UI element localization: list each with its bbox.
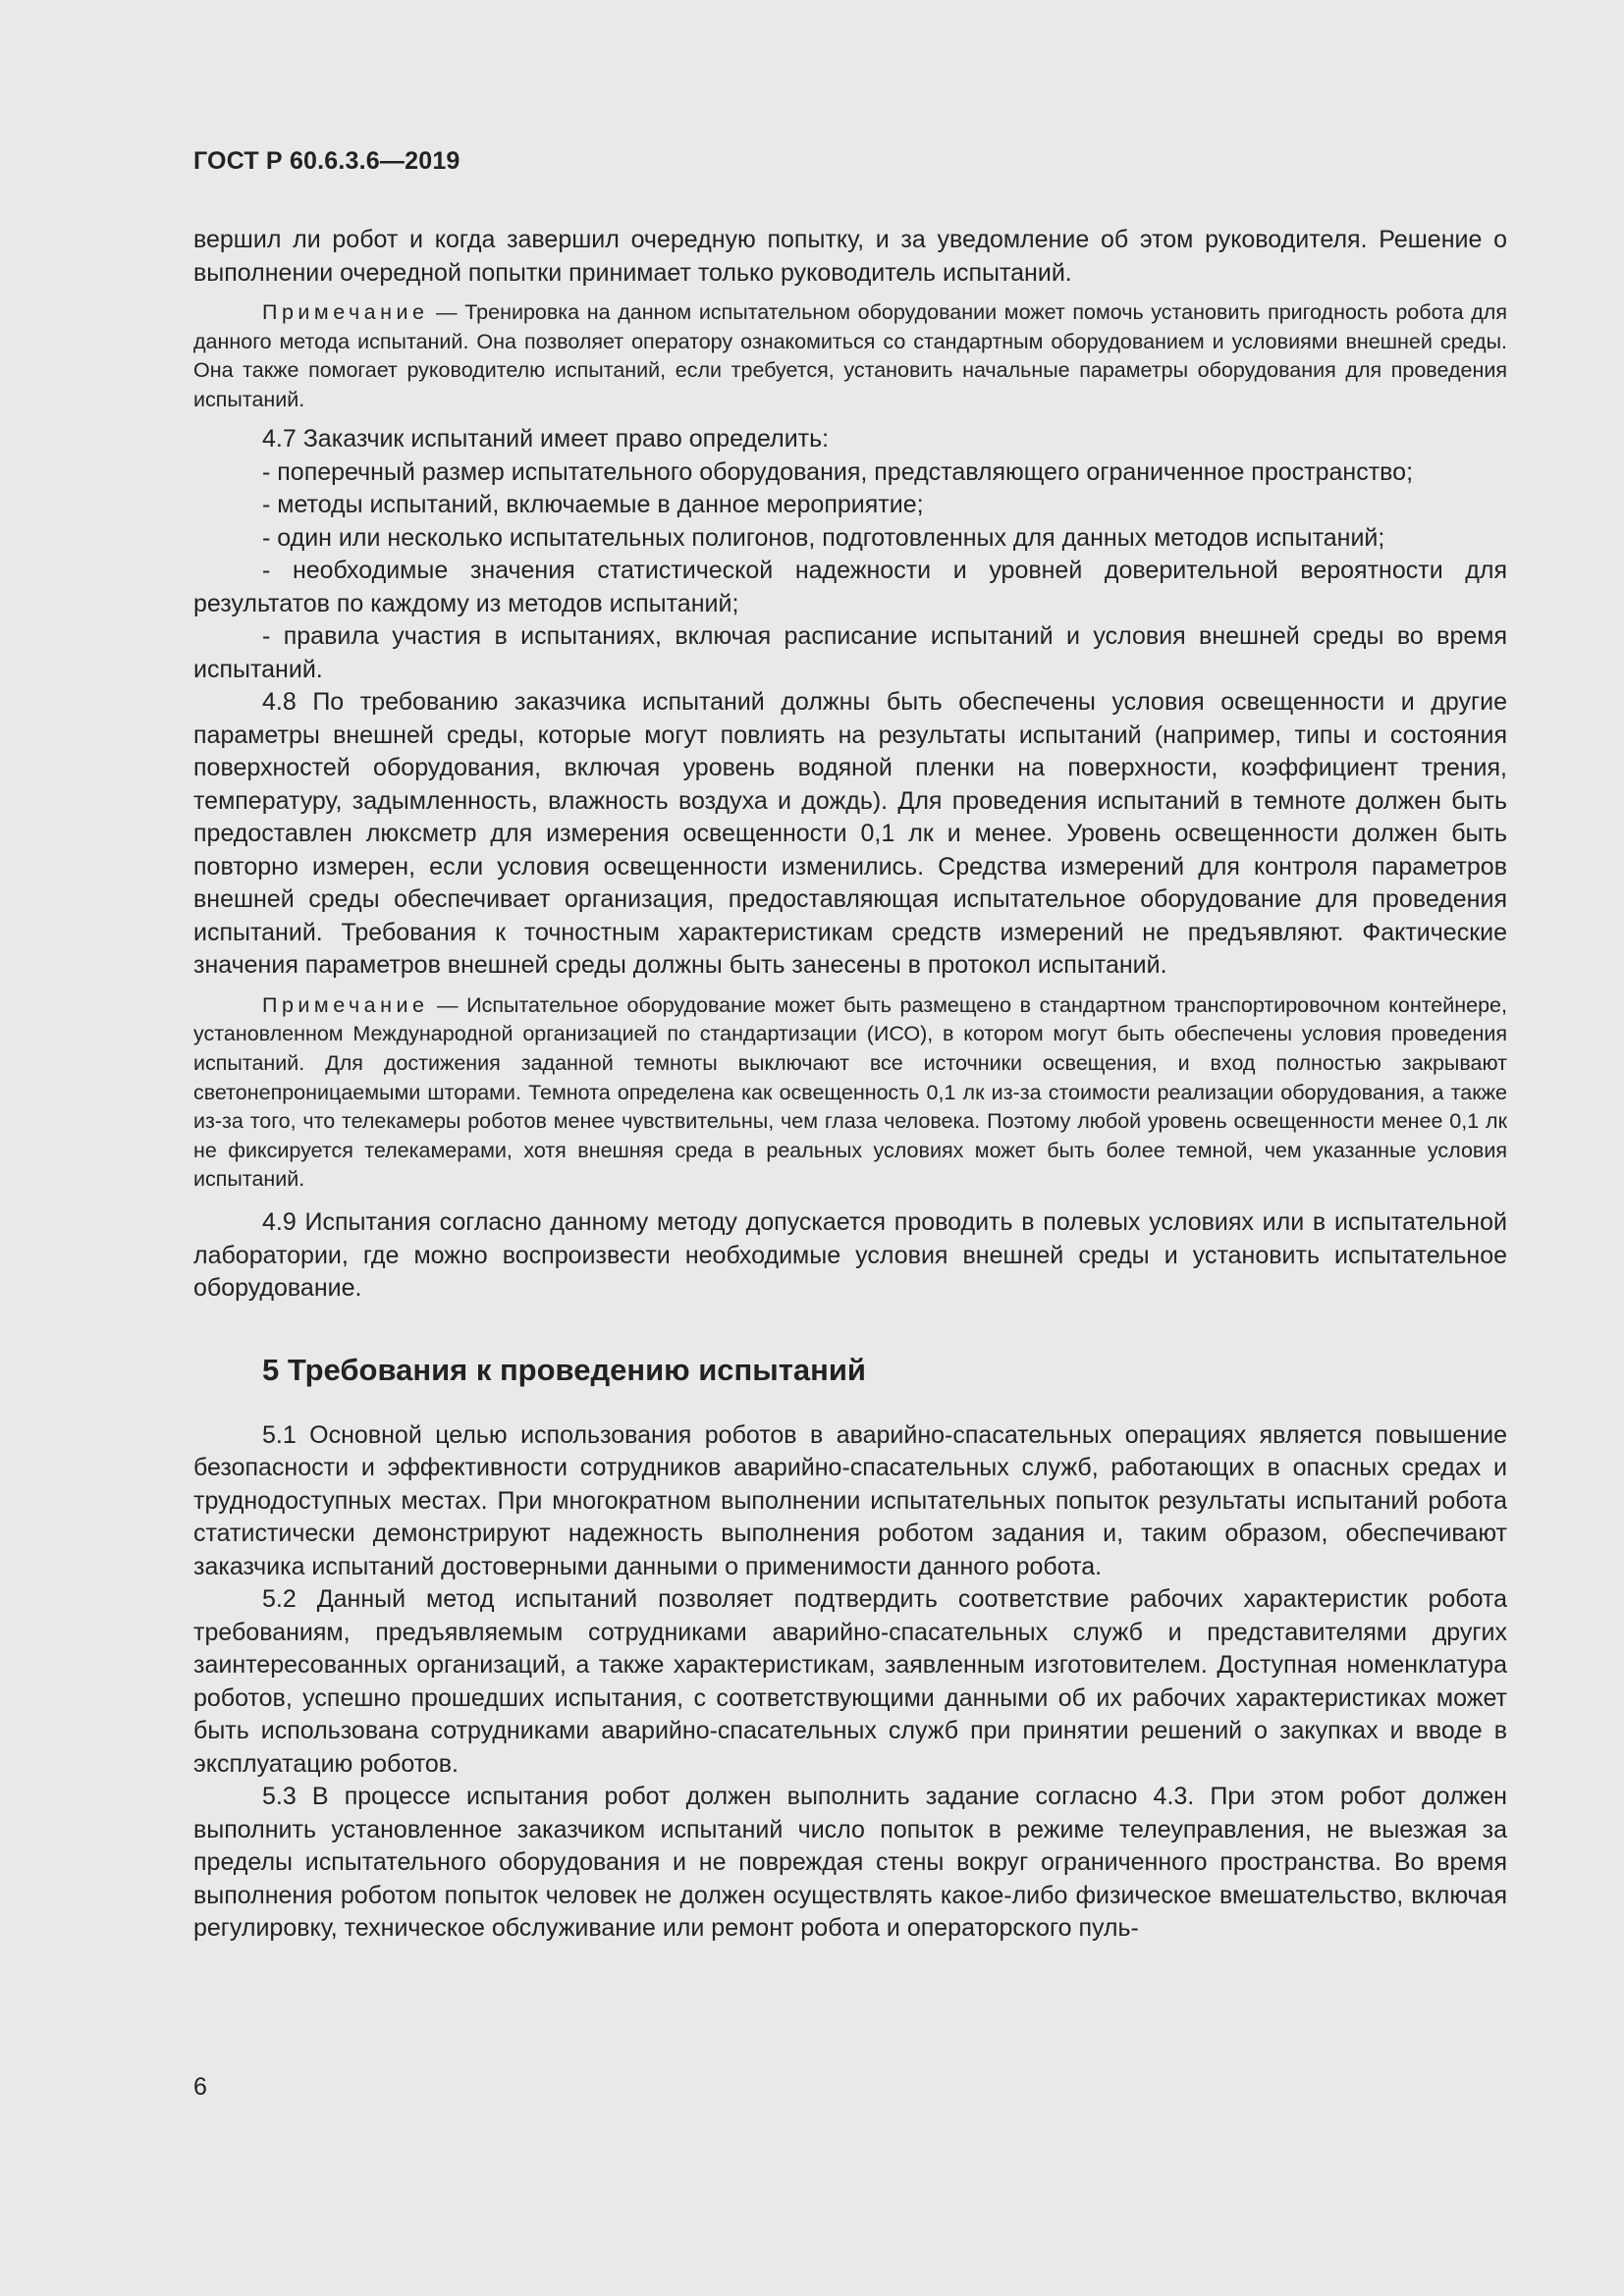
document-code-header: ГОСТ Р 60.6.3.6—2019 <box>193 147 460 175</box>
list-item: - необходимые значения статистической надежности и уровней доверительной вероятности для результатов по каждому из методов испытаний; <box>193 557 1507 617</box>
note-2 <box>193 991 1507 1195</box>
document-body <box>193 224 1507 1946</box>
paragraph-4-9: 4.9 Испытания согласно данному методу допускается проводить в полевых условиях или в испытательной лаборатории, где можно воспроизвести необходимые условия внешней среды и установить испытательное оборудование. <box>193 1208 1507 1303</box>
note-text: — Тренировка на данном испытательном оборудовании может помочь установить пригодность робота для данного метода испытаний. Она позволяет оператору ознакомиться со стандартным оборудованием и условиями внешней среды. Она также помогает руководителю испытаний, если требуется, установить начальные параметры оборудования для проведения испытаний. <box>193 300 1507 411</box>
list-item: - методы испытаний, включаемые в данное мероприятие; <box>262 491 924 519</box>
note-label: Примечание <box>262 992 429 1017</box>
paragraph-5-1: 5.1 Основной целью использования роботов в аварийно-спасательных операциях является повышение безопасности и эффективности сотрудников аварийно-спасательных служб, работающих в опасных средах и труднодоступных местах. При многократном выполнении испытательных попыток результаты испытаний робота статистически демонстрируют надежность выполнения роботом задания и, таким образом, обеспечивают заказчика испытаний достоверными данными о применимости данного робота. <box>193 1420 1507 1580</box>
note-text: — Испытательное оборудование может быть размещено в стандартном транспортировочном контейнере, установленном Международной организацией по стандартизации (ИСО), в котором могут быть обеспечены условия проведения испытаний. Для достижения заданной темноты выключают все источники освещения, и вход полностью закрывают светонепроницаемыми шторами. Темнота определена как освещенность 0,1 лк из-за стоимости реализации оборудования, а также из-за того, что телекамеры роботов менее чувствительны, чем глаза человека. Поэтому любой уровень освещенности менее 0,1 лк не фиксируется телекамерами, хотя внешняя среда в реальных условиях может быть более темной, чем указанные условия испытаний. <box>193 992 1507 1192</box>
paragraph-5-3: 5.3 В процессе испытания робот должен выполнить задание согласно 4.3. При этом робот должен выполнить установленное заказчиком испытаний число попыток в режиме телеуправления, не выезжая за пределы испытательного оборудования и не повреждая стены вокруг ограниченного пространства. Во время выполнения роботом попыток человек не должен осуществлять какое-либо физическое вмешательство, включая регулировку, техническое обслуживание или ремонт робота и операторского пуль- <box>193 1783 1507 1943</box>
paragraph-continuation: вершил ли робот и когда завершил очередную попытку, и за уведомление об этом руководителя. Решение о выполнении очередной попытки принимает только руководитель испытаний. <box>193 226 1507 287</box>
paragraph-4-8: 4.8 По требованию заказчика испытаний должны быть обеспечены условия освещенности и другие параметры внешней среды, которые могут повлиять на результаты испытаний (например, типы и состояния поверхностей оборудования, включая уровень водяной пленки на поверхности, коэффициент трения, температуру, задымленность, влажность воздуха и дождь). Для проведения испытаний в темноте должен быть предоставлен люксметр для измерения освещенности 0,1 лк и менее. Уровень освещенности должен быть повторно измерен, если условия освещенности изменились. Средства измерений для контроля параметров внешней среды обеспечивает организация, предоставляющая испытательное оборудование для проведения испытаний. Требования к точностным характеристикам средств измерений не предъявляют. Фактические значения параметров внешней среды должны быть занесены в протокол испытаний. <box>193 688 1507 980</box>
note-label: Примечание <box>262 300 429 324</box>
note-1 <box>193 298 1507 414</box>
section-heading-5: 5 Требования к проведению испытаний <box>262 1352 866 1387</box>
list-item: - правила участия в испытаниях, включая расписание испытаний и условия внешней среды во время испытаний. <box>193 622 1507 683</box>
list-item: - один или несколько испытательных полигонов, подготовленных для данных методов испытаний; <box>262 523 1385 552</box>
paragraph-5-2: 5.2 Данный метод испытаний позволяет подтвердить соответствие рабочих характеристик робота требованиям, предъявляемым сотрудниками аварийно-спасательных служб и представителями других заинтересованных организаций, а также характеристикам, заявленным изготовителем. Доступная номенклатура роботов, успешно прошедших испытания, с соответствующими данными об их рабочих характеристиках может быть использована сотрудниками аварийно-спасательных служб при принятии решений о закупках и вводе в эксплуатацию роботов. <box>193 1585 1507 1778</box>
list-item: - поперечный размер испытательного оборудования, представляющего ограниченное пространство; <box>262 457 1414 486</box>
paragraph-4-7: 4.7 Заказчик испытаний имеет право определить: <box>262 425 830 454</box>
page-number: 6 <box>193 2073 207 2101</box>
